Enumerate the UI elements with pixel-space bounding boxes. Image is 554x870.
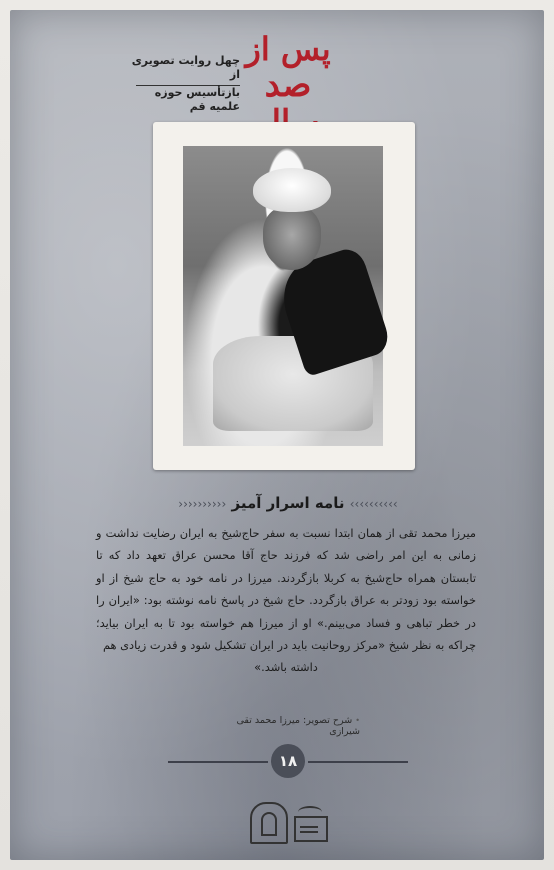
page-number-rule-left — [168, 761, 268, 763]
section-heading — [170, 492, 406, 514]
historical-photo — [183, 146, 383, 446]
heading-chevrons-right: ›››››››››› — [349, 497, 398, 511]
heading-text: نامه اسرار آمیز — [231, 494, 345, 512]
institution-arch-logo-icon — [250, 802, 288, 844]
logo-line-1: پس از — [245, 30, 331, 68]
subtitle-line-1: چهل روایت تصویری از — [131, 54, 240, 81]
logo-b-box — [294, 816, 328, 842]
heading-chevrons-left: ‹‹‹‹‹‹‹‹‹‹ — [178, 497, 227, 511]
series-subtitle — [130, 54, 240, 114]
subtitle-line-2: بازتأسیس حوزه علمیه قم — [154, 86, 240, 113]
logo-line-2: صد — [264, 65, 312, 105]
photo-caption — [216, 715, 360, 737]
poster-card — [10, 10, 544, 860]
story-text — [96, 522, 476, 679]
photo-frame — [153, 122, 415, 470]
series-logo — [242, 32, 334, 116]
photo-face-shape — [263, 206, 321, 270]
caption-bullet: • — [355, 716, 360, 725]
story-paragraph: میرزا محمد تقی از همان ابتدا نسبت به سفر حاج‌شیخ به ایران رضایت نداشت و زمانی به این امر راضی شد که فرزند حاج آقا محسن عراق تعهد داد که تا تابستان همراه حاج‌شیخ به کربلا بازگردند. میرزا در نامه خود به حاج شیخ از او خواسته بود زودتر به عراق بازگردد. حاج شیخ در پاسخ نامه نوشته بود: «ایران را در خطر تباهی و فساد می‌بینم.» او از میرزا هم خواسته بود تا به ایران بیاید؛ چراکه به نظر شیخ «مرکز روحانیت باید در ایران تشکیل شود و قدرت زیادی هم — [96, 526, 476, 653]
page-number-row — [168, 744, 408, 778]
page-number-rule-right — [308, 761, 408, 763]
photo-turban-shape — [253, 168, 331, 212]
page-number-badge: ۱۸ — [271, 744, 305, 778]
footer-logos — [250, 802, 330, 846]
story-last-line: داشته باشد.» — [254, 660, 318, 675]
institution-book-logo-icon — [294, 806, 326, 840]
caption-text: شرح تصویر: میرزا محمد تقی شیرازی — [236, 715, 360, 737]
